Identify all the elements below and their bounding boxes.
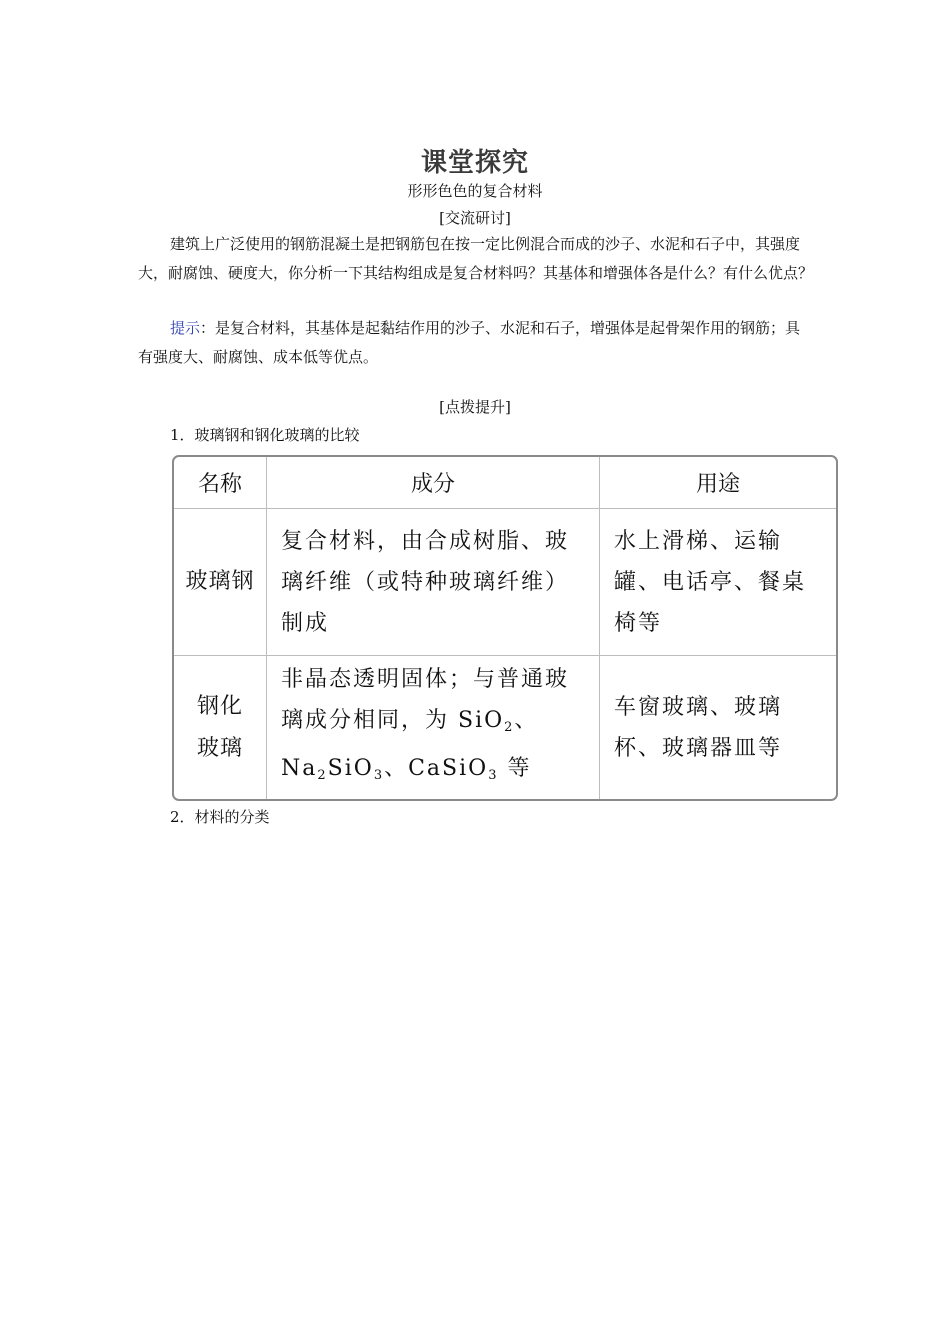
table-header-use: 用途: [600, 457, 836, 509]
name-line: 玻璃: [196, 735, 243, 761]
question-paragraph: 建筑上广泛使用的钢筋混凝土是把钢筋包在按一定比例混合而成的沙子、水泥和石子中，其强度大，耐腐蚀、硬度大，你分析一下其结构组成是复合材料吗？其基体和增强体各是什么？有什么优点？: [138, 235, 814, 282]
table-cell-composition: [267, 656, 600, 799]
name-line: 钢化: [196, 693, 243, 719]
subscript: 3: [488, 768, 499, 783]
section-heading-discussion: [交流研讨]: [439, 209, 511, 227]
page-title: 课堂探究: [420, 148, 529, 178]
table-cell-use: 水上滑梯、运输罐、电话亭、餐桌椅等: [600, 509, 836, 656]
subscript: 3: [373, 768, 385, 783]
subscript: 2: [317, 768, 328, 783]
hint-text: ：是复合材料，其基体是起黏结作用的沙子、水泥和石子，增强体是起骨架作用的钢筋；具有强度大、耐腐蚀、成本低等优点。: [138, 319, 801, 366]
table-cell-name: 玻璃钢: [174, 509, 267, 656]
list-item-classification: 2．材料的分类: [170, 808, 270, 826]
hint-label: 提示: [170, 319, 201, 337]
table-cell-composition: 复合材料，由合成树脂、玻璃纤维（或特种玻璃纤维）制成: [267, 509, 600, 656]
comparison-table: [172, 455, 838, 801]
composition-text: 非晶态透明固体；与普通玻璃成分相同，为 SiO: [281, 667, 570, 733]
composition-text: 等: [498, 756, 532, 781]
page-subtitle: 形形色色的复合材料: [407, 182, 543, 200]
list-item-comparison: 1．玻璃钢和钢化玻璃的比较: [170, 426, 360, 444]
table-cell-name: [174, 656, 267, 799]
section-heading-tips: [点拨提升]: [439, 398, 511, 416]
table-header-name: 名称: [174, 457, 267, 509]
table-header-composition: 成分: [267, 457, 600, 509]
composition-text: 、CaSiO: [384, 756, 489, 781]
composition-text: SiO: [327, 756, 374, 781]
hint-paragraph: [138, 314, 814, 372]
composition-text: 、Na: [281, 708, 539, 781]
subscript: 2: [504, 720, 515, 735]
table-cell-use: 车窗玻璃、玻璃杯、玻璃器皿等: [614, 694, 783, 761]
